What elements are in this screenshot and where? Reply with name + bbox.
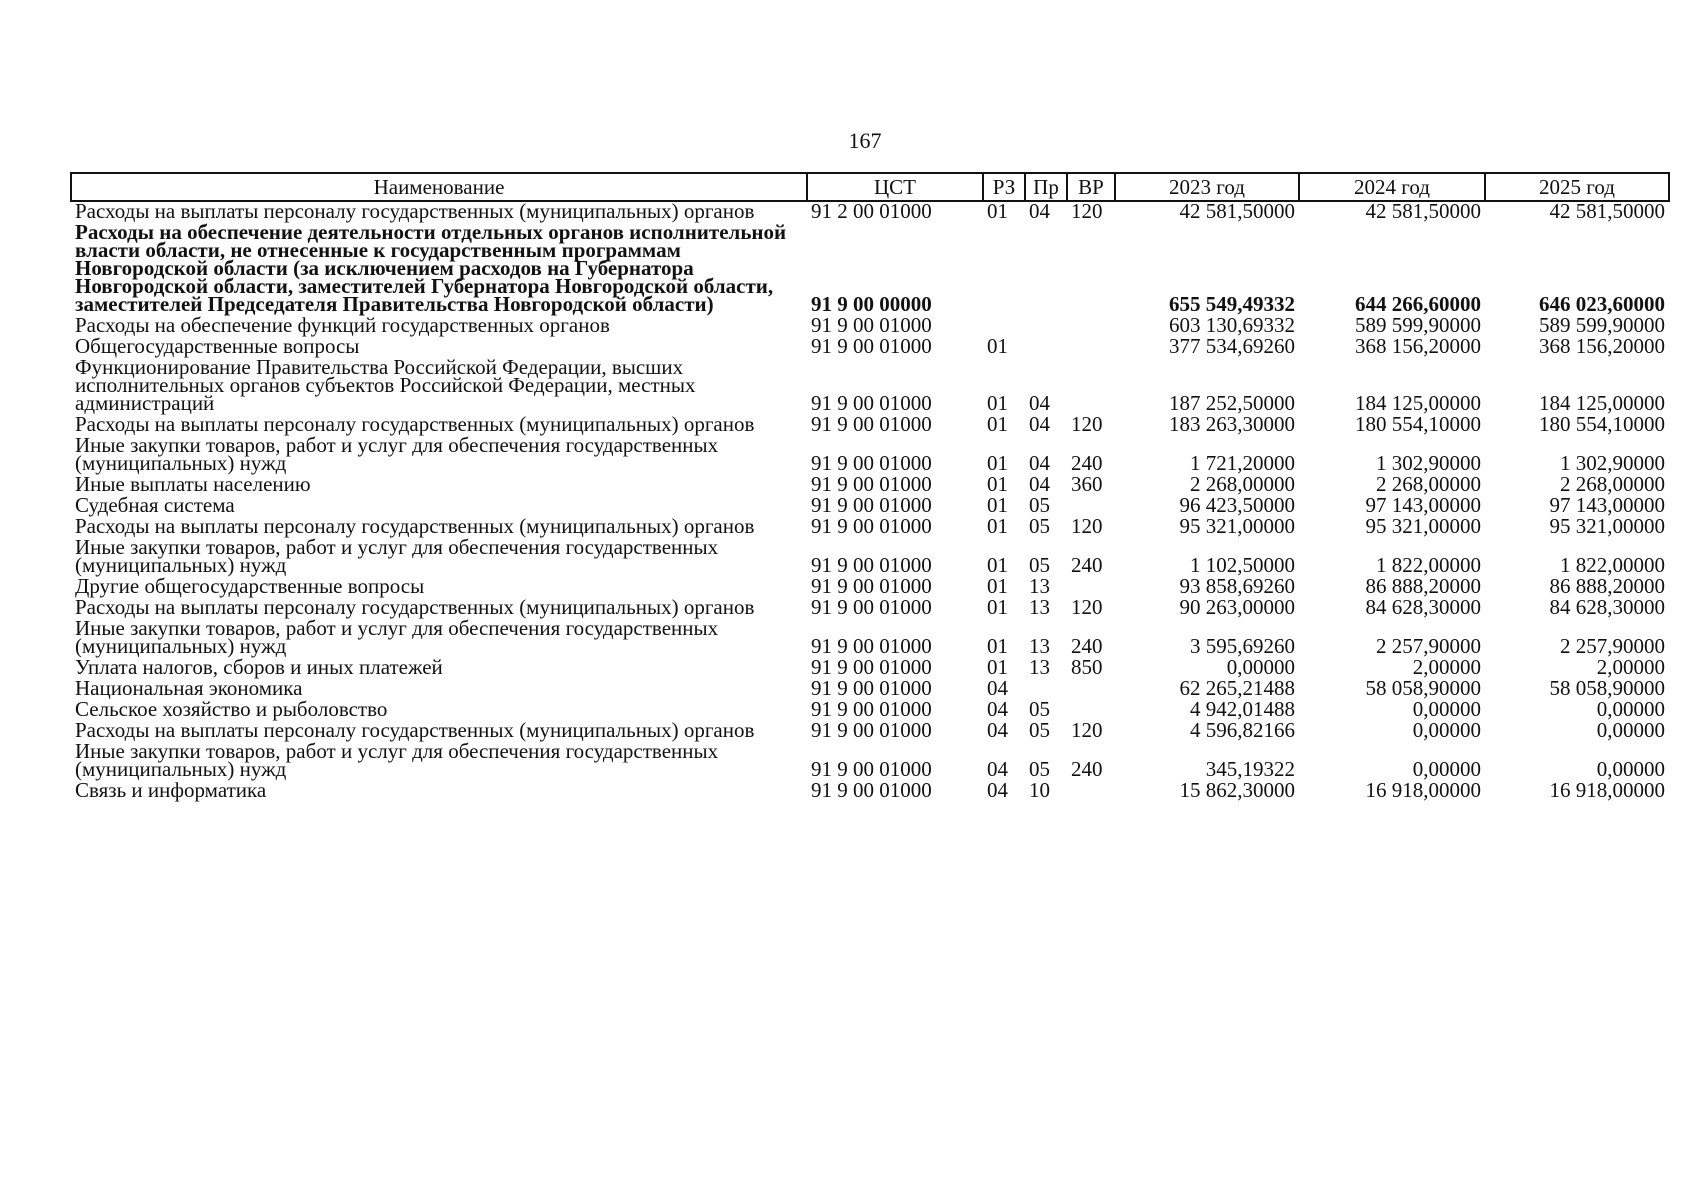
row-cst: 91 9 00 00000 — [811, 292, 932, 316]
row-value-2025: 2 257,90000 — [1560, 634, 1665, 658]
row-cst: 91 9 00 01000 — [811, 676, 932, 700]
row-value-2025: 2,00000 — [1596, 655, 1665, 679]
row-rz: 01 — [987, 655, 1008, 679]
row-cst: 91 9 00 01000 — [811, 451, 932, 475]
row-cst: 91 9 00 01000 — [811, 655, 932, 679]
row-value-2023: 90 263,00000 — [1179, 595, 1295, 619]
row-value-2025: 16 918,00000 — [1549, 778, 1665, 802]
row-value-2024: 0,00000 — [1412, 757, 1481, 781]
row-value-2024: 95 321,00000 — [1365, 514, 1481, 538]
row-rz: 01 — [987, 553, 1008, 577]
row-cst: 91 9 00 01000 — [811, 574, 932, 598]
row-value-2023: 3 595,69260 — [1190, 634, 1295, 658]
row-value-2024: 97 143,00000 — [1365, 493, 1481, 517]
row-name: Иные закупки товаров, работ и услуг для обеспечения государственных (муниципальных) нужд — [75, 739, 719, 781]
row-name: Иные закупки товаров, работ и услуг для обеспечения государственных (муниципальных) нужд — [75, 535, 719, 577]
row-value-2024: 84 628,30000 — [1365, 595, 1481, 619]
row-pr: 13 — [1029, 634, 1050, 658]
row-name: Расходы на выплаты персоналу государственных (муниципальных) органов — [75, 718, 755, 742]
row-vr: 120 — [1071, 718, 1103, 742]
row-rz: 01 — [987, 472, 1008, 496]
row-vr: 120 — [1071, 514, 1103, 538]
row-vr — [1067, 223, 1115, 316]
header-2024: 2024 год — [1299, 173, 1485, 201]
row-rz: 01 — [987, 574, 1008, 598]
row-value-2024: 16 918,00000 — [1365, 778, 1481, 802]
row-value-2025: 0,00000 — [1596, 718, 1665, 742]
row-value-2023: 603 130,69332 — [1169, 313, 1295, 337]
row-vr — [1067, 337, 1115, 358]
row-cst: 91 9 00 01000 — [811, 553, 932, 577]
header-cst: ЦСТ — [807, 173, 983, 201]
row-value-2024: 1 302,90000 — [1376, 451, 1481, 475]
row-value-2024: 2 268,00000 — [1376, 472, 1481, 496]
row-name: Иные закупки товаров, работ и услуг для обеспечения государственных (муниципальных) нужд — [75, 433, 719, 475]
row-vr: 240 — [1071, 757, 1103, 781]
row-value-2023: 93 858,69260 — [1179, 574, 1295, 598]
row-value-2023: 15 862,30000 — [1179, 778, 1295, 802]
row-vr — [1067, 358, 1115, 415]
row-name: Уплата налогов, сборов и иных платежей — [75, 655, 443, 679]
row-value-2025: 42 581,50000 — [1549, 199, 1665, 223]
row-value-2024: 42 581,50000 — [1365, 199, 1481, 223]
row-value-2025: 0,00000 — [1596, 697, 1665, 721]
row-cst: 91 9 00 01000 — [811, 313, 932, 337]
row-name: Иные выплаты населению — [75, 472, 311, 496]
row-cst: 91 9 00 01000 — [811, 334, 932, 358]
row-rz: 01 — [987, 634, 1008, 658]
row-name: Функционирование Правительства Российской Федерации, высших исполнительных органов субъектов Российской Федерации, местных администраций — [75, 355, 696, 415]
row-cst: 91 9 00 01000 — [811, 493, 932, 517]
row-value-2023: 4 942,01488 — [1190, 697, 1295, 721]
row-rz: 04 — [987, 757, 1008, 781]
row-cst: 91 9 00 01000 — [811, 391, 932, 415]
row-vr — [1067, 781, 1115, 802]
budget-table — [70, 172, 1670, 802]
table-row — [71, 742, 1669, 781]
row-rz: 01 — [987, 514, 1008, 538]
row-value-2024: 2,00000 — [1412, 655, 1481, 679]
row-pr: 13 — [1029, 595, 1050, 619]
row-value-2025: 1 302,90000 — [1560, 451, 1665, 475]
header-rz: РЗ — [983, 173, 1025, 201]
row-rz: 04 — [987, 718, 1008, 742]
row-value-2023: 345,19322 — [1205, 757, 1295, 781]
row-vr: 240 — [1071, 553, 1103, 577]
row-vr: 120 — [1071, 595, 1103, 619]
row-name: Другие общегосударственные вопросы — [75, 574, 425, 598]
row-name: Общегосударственные вопросы — [75, 334, 360, 358]
row-value-2023: 183 263,30000 — [1169, 412, 1295, 436]
row-value-2024: 0,00000 — [1412, 718, 1481, 742]
row-pr: 13 — [1029, 655, 1050, 679]
row-rz: 01 — [987, 334, 1008, 358]
row-pr: 04 — [1029, 451, 1050, 475]
row-pr: 10 — [1029, 778, 1050, 802]
row-value-2023: 95 321,00000 — [1179, 514, 1295, 538]
row-pr: 13 — [1029, 574, 1050, 598]
row-pr: 04 — [1029, 391, 1050, 415]
row-pr: 05 — [1029, 718, 1050, 742]
row-cst: 91 9 00 01000 — [811, 595, 932, 619]
row-pr: 04 — [1029, 412, 1050, 436]
row-name: Расходы на обеспечение деятельности отдельных органов исполнительной власти области, не отнесенные к государственным программам Новгородской области (за исключением расходов на Губернатора Новгородской области, заместителей Губернатора Новгородской области, заместителей Председателя Правительства Новгородской области) — [75, 220, 787, 316]
table-row — [71, 781, 1669, 802]
row-vr: 850 — [1071, 655, 1103, 679]
header-row — [71, 173, 1669, 201]
table-header — [71, 173, 1669, 201]
row-vr: 120 — [1071, 199, 1103, 223]
row-pr: 05 — [1029, 514, 1050, 538]
row-vr — [1067, 316, 1115, 337]
row-rz: 01 — [987, 412, 1008, 436]
table-row — [71, 223, 1669, 316]
row-rz: 04 — [987, 676, 1008, 700]
row-cst: 91 9 00 01000 — [811, 412, 932, 436]
row-rz: 04 — [987, 697, 1008, 721]
row-name: Расходы на выплаты персоналу государственных (муниципальных) органов — [75, 514, 755, 538]
row-cst: 91 9 00 01000 — [811, 697, 932, 721]
row-value-2025: 1 822,00000 — [1560, 553, 1665, 577]
row-cst: 91 2 00 01000 — [811, 199, 932, 223]
row-value-2025: 84 628,30000 — [1549, 595, 1665, 619]
row-rz — [983, 223, 1025, 316]
page-number: 167 — [848, 128, 882, 153]
row-pr: 04 — [1029, 199, 1050, 223]
header-2025: 2025 год — [1485, 173, 1669, 201]
row-value-2023: 1 102,50000 — [1190, 553, 1295, 577]
row-vr: 240 — [1071, 451, 1103, 475]
row-vr: 240 — [1071, 634, 1103, 658]
row-name: Национальная экономика — [75, 676, 303, 700]
row-rz: 01 — [987, 391, 1008, 415]
row-value-2024: 1 822,00000 — [1376, 553, 1481, 577]
header-2023: 2023 год — [1115, 173, 1299, 201]
row-vr: 360 — [1071, 472, 1103, 496]
row-cst: 91 9 00 01000 — [811, 514, 932, 538]
row-value-2023: 187 252,50000 — [1169, 391, 1295, 415]
row-value-2025: 368 156,20000 — [1539, 334, 1665, 358]
row-pr — [1025, 316, 1067, 337]
row-value-2025: 184 125,00000 — [1539, 391, 1665, 415]
table-row — [71, 619, 1669, 658]
table-row — [71, 436, 1669, 475]
header-vr: ВР — [1067, 173, 1115, 201]
row-cst: 91 9 00 01000 — [811, 634, 932, 658]
row-pr: 05 — [1029, 757, 1050, 781]
row-value-2025: 180 554,10000 — [1539, 412, 1665, 436]
row-value-2023: 42 581,50000 — [1179, 199, 1295, 223]
row-value-2025: 97 143,00000 — [1549, 493, 1665, 517]
row-pr — [1025, 337, 1067, 358]
row-cst: 91 9 00 01000 — [811, 757, 932, 781]
row-value-2025: 2 268,00000 — [1560, 472, 1665, 496]
row-name: Расходы на обеспечение функций государственных органов — [75, 313, 610, 337]
row-name: Сельское хозяйство и рыболовство — [75, 697, 388, 721]
row-name: Расходы на выплаты персоналу государственных (муниципальных) органов — [75, 412, 755, 436]
row-pr — [1025, 223, 1067, 316]
row-value-2024: 2 257,90000 — [1376, 634, 1481, 658]
row-value-2025: 86 888,20000 — [1549, 574, 1665, 598]
row-value-2025: 95 321,00000 — [1549, 514, 1665, 538]
row-cst: 91 9 00 01000 — [811, 718, 932, 742]
row-value-2024: 0,00000 — [1412, 697, 1481, 721]
row-value-2023: 2 268,00000 — [1190, 472, 1295, 496]
row-rz: 04 — [987, 778, 1008, 802]
row-vr — [1067, 679, 1115, 700]
row-name: Иные закупки товаров, работ и услуг для обеспечения государственных (муниципальных) нужд — [75, 616, 719, 658]
row-rz: 01 — [987, 451, 1008, 475]
table-row — [71, 538, 1669, 577]
header-name: Наименование — [71, 173, 807, 201]
row-value-2025: 58 058,90000 — [1549, 676, 1665, 700]
row-value-2023: 377 534,69260 — [1169, 334, 1295, 358]
row-value-2024: 86 888,20000 — [1365, 574, 1481, 598]
row-rz: 01 — [987, 493, 1008, 517]
table-row — [71, 358, 1669, 415]
row-cst: 91 9 00 01000 — [811, 472, 932, 496]
row-name: Судебная система — [75, 493, 235, 517]
row-value-2024: 368 156,20000 — [1355, 334, 1481, 358]
header-pr: Пр — [1025, 173, 1067, 201]
row-vr: 120 — [1071, 412, 1103, 436]
row-pr: 05 — [1029, 697, 1050, 721]
row-value-2024: 589 599,90000 — [1355, 313, 1481, 337]
row-value-2023: 655 549,49332 — [1169, 292, 1295, 316]
row-value-2024: 644 266,60000 — [1355, 292, 1481, 316]
row-pr: 04 — [1029, 472, 1050, 496]
row-value-2023: 1 721,20000 — [1190, 451, 1295, 475]
row-value-2024: 180 554,10000 — [1355, 412, 1481, 436]
row-rz: 01 — [987, 199, 1008, 223]
row-name: Связь и информатика — [75, 778, 267, 802]
table-body — [71, 201, 1669, 802]
row-cst: 91 9 00 01000 — [811, 778, 932, 802]
row-rz: 01 — [987, 595, 1008, 619]
row-value-2025: 589 599,90000 — [1539, 313, 1665, 337]
row-name: Расходы на выплаты персоналу государственных (муниципальных) органов — [75, 199, 755, 223]
row-value-2023: 4 596,82166 — [1190, 718, 1295, 742]
row-value-2024: 58 058,90000 — [1365, 676, 1481, 700]
row-value-2023: 0,00000 — [1226, 655, 1295, 679]
row-pr: 05 — [1029, 553, 1050, 577]
row-value-2024: 184 125,00000 — [1355, 391, 1481, 415]
row-value-2025: 0,00000 — [1596, 757, 1665, 781]
row-pr: 05 — [1029, 493, 1050, 517]
row-value-2023: 62 265,21488 — [1179, 676, 1295, 700]
row-value-2025: 646 023,60000 — [1539, 292, 1665, 316]
row-value-2023: 96 423,50000 — [1179, 493, 1295, 517]
row-name: Расходы на выплаты персоналу государственных (муниципальных) органов — [75, 595, 755, 619]
